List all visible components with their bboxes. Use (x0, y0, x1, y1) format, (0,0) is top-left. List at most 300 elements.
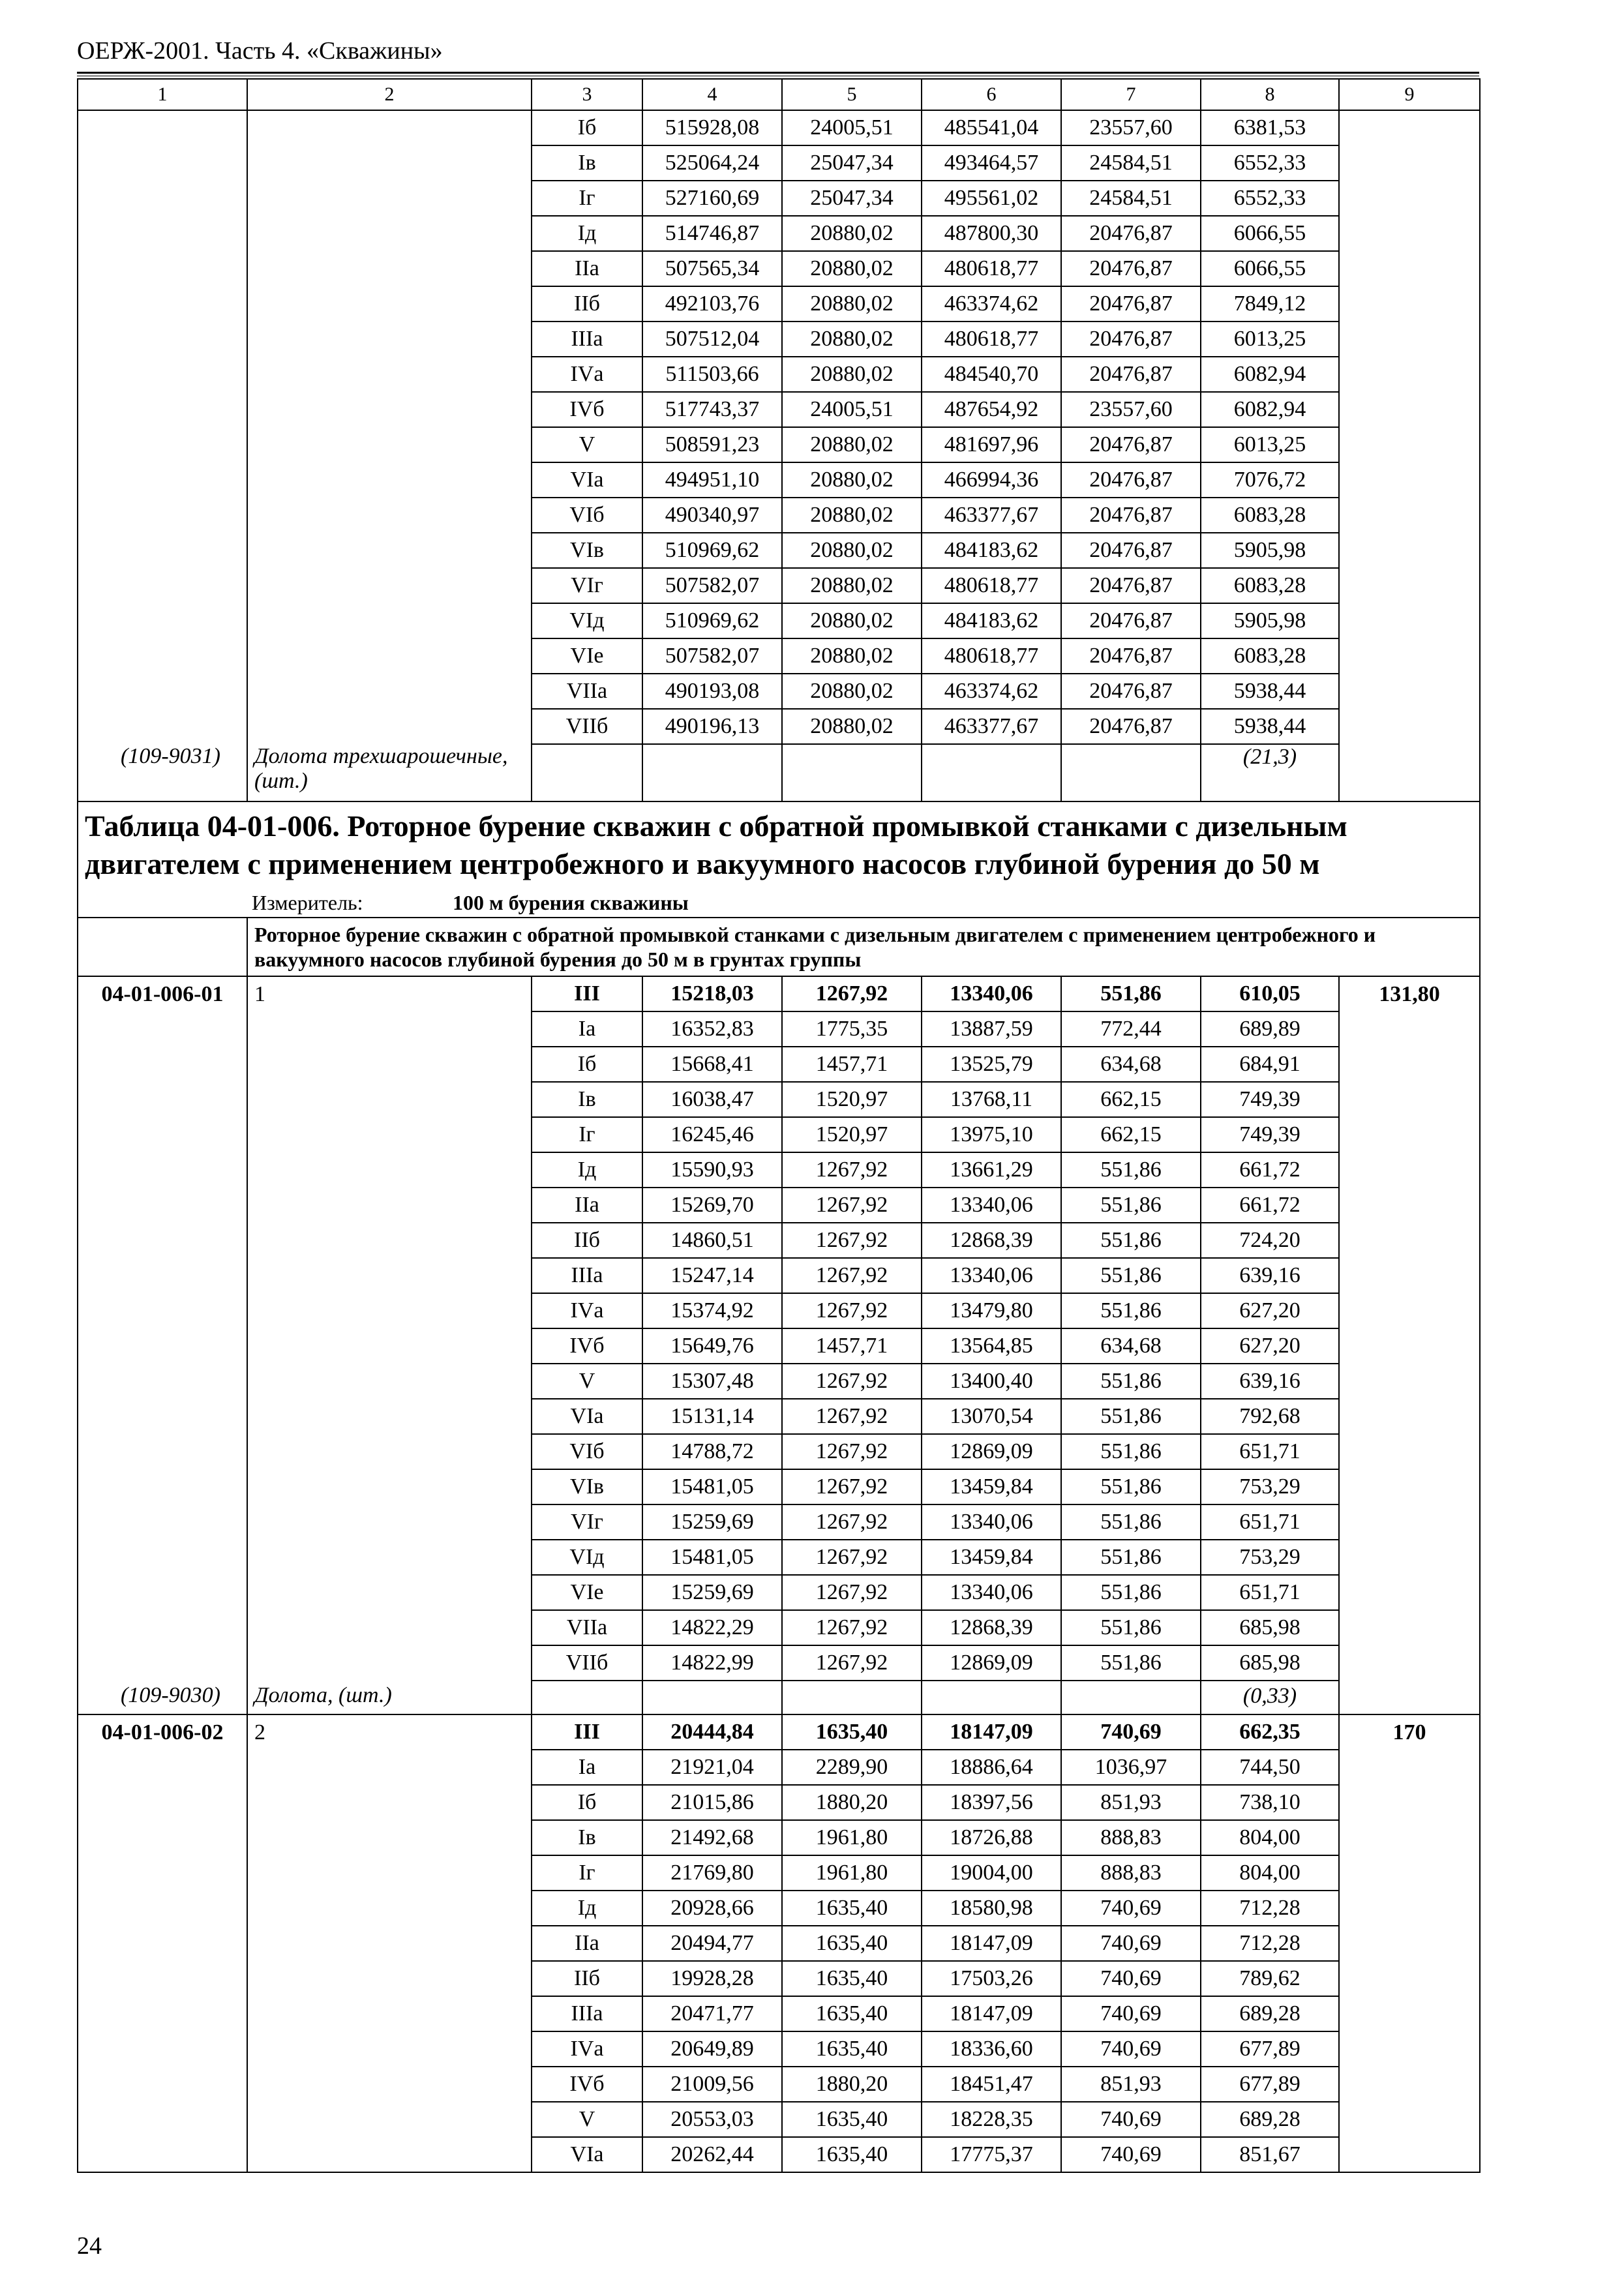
code-cell (78, 110, 247, 145)
value-cell: 689,28 (1201, 2102, 1339, 2137)
column9-cell (1339, 638, 1480, 674)
name-cell (247, 709, 532, 744)
value-cell: 639,16 (1201, 1258, 1339, 1293)
value-cell: 20476,87 (1061, 674, 1201, 709)
value-cell: 20476,87 (1061, 286, 1201, 322)
value-cell: 1267,92 (782, 976, 922, 1011)
value-cell: 1520,97 (782, 1117, 922, 1152)
name-cell (247, 1152, 532, 1188)
value-cell: 6552,33 (1201, 145, 1339, 181)
value-cell: 20880,02 (782, 603, 922, 638)
value-cell: 677,89 (1201, 2067, 1339, 2102)
name-cell (247, 216, 532, 251)
column9-cell (1339, 1399, 1480, 1434)
value-cell: 463374,62 (922, 286, 1061, 322)
value-cell: 510969,62 (642, 603, 782, 638)
value-cell: 20649,89 (642, 2031, 782, 2067)
soil-group-cell: VIа (532, 1399, 642, 1434)
value-cell: 20880,02 (782, 462, 922, 498)
table-row (78, 1855, 1480, 1891)
soil-group-cell: Iг (532, 1117, 642, 1152)
value-cell: 551,86 (1061, 1504, 1201, 1540)
column9-cell (1339, 1364, 1480, 1399)
column9-cell (1339, 427, 1480, 462)
column9-cell (1339, 1820, 1480, 1855)
name-cell (247, 251, 532, 286)
code-cell (78, 2031, 247, 2067)
column9-cell (1339, 1575, 1480, 1610)
name-cell (247, 1117, 532, 1152)
value-cell: 749,39 (1201, 1117, 1339, 1152)
code-cell (78, 1926, 247, 1961)
value-cell: 1635,40 (782, 1996, 922, 2031)
value-cell: 484183,62 (922, 603, 1061, 638)
table-row (78, 181, 1480, 216)
value-cell: 517743,37 (642, 392, 782, 427)
value-cell: 740,69 (1061, 1996, 1201, 2031)
resource-value: (0,33) (1201, 1681, 1339, 1714)
value-cell: 15247,14 (642, 1258, 782, 1293)
column9-cell (1339, 1785, 1480, 1820)
subheading-blank (78, 918, 247, 976)
code-cell (78, 392, 247, 427)
name-cell (247, 2067, 532, 2102)
value-cell: 724,20 (1201, 1223, 1339, 1258)
value-cell: 789,62 (1201, 1961, 1339, 1996)
value-cell: 20880,02 (782, 709, 922, 744)
value-cell: 18451,47 (922, 2067, 1061, 2102)
value-cell: 551,86 (1061, 1364, 1201, 1399)
value-cell: 20880,02 (782, 286, 922, 322)
soil-group-cell: IVб (532, 392, 642, 427)
measure-label: Измеритель: (252, 891, 363, 914)
value-cell: 651,71 (1201, 1504, 1339, 1540)
code-cell (78, 286, 247, 322)
value-cell: 689,28 (1201, 1996, 1339, 2031)
name-cell (247, 322, 532, 357)
soil-group-cell: VIв (532, 533, 642, 568)
value-cell: 6381,53 (1201, 110, 1339, 145)
soil-group-cell: IIа (532, 251, 642, 286)
value-cell: 18147,09 (922, 1996, 1061, 2031)
code-cell (78, 251, 247, 286)
column9-cell (1339, 181, 1480, 216)
value-cell: 1635,40 (782, 1961, 922, 1996)
code-cell (78, 1117, 247, 1152)
value-cell: 651,71 (1201, 1575, 1339, 1610)
value-cell: 1267,92 (782, 1258, 922, 1293)
column9-cell (1339, 1750, 1480, 1785)
value-cell: 677,89 (1201, 2031, 1339, 2067)
value-cell: 13661,29 (922, 1152, 1061, 1188)
value-cell: 740,69 (1061, 2137, 1201, 2172)
value-cell: 740,69 (1061, 2102, 1201, 2137)
code-cell (78, 1750, 247, 1785)
table-row (78, 709, 1480, 744)
soil-group-cell: IIIа (532, 322, 642, 357)
table-row (78, 462, 1480, 498)
code-cell (78, 1399, 247, 1434)
soil-group-cell: IVб (532, 2067, 642, 2102)
column9-cell (1339, 1645, 1480, 1681)
resource-code: (109-9030) (78, 1681, 247, 1714)
column9-cell (1339, 1504, 1480, 1540)
name-cell (247, 1469, 532, 1504)
table-row (78, 1540, 1480, 1575)
table-row (78, 2137, 1480, 2172)
column9-cell (1339, 533, 1480, 568)
table-row (78, 322, 1480, 357)
value-cell: 12869,09 (922, 1434, 1061, 1469)
table-row (78, 110, 1480, 145)
value-cell: 490196,13 (642, 709, 782, 744)
column9-cell (1339, 145, 1480, 181)
value-cell: 511503,66 (642, 357, 782, 392)
column9-cell (1339, 286, 1480, 322)
value-cell: 20476,87 (1061, 533, 1201, 568)
section-title-row (78, 801, 1480, 918)
column9-cell (1339, 1996, 1480, 2031)
value-cell: 15481,05 (642, 1540, 782, 1575)
header-rule (77, 72, 1479, 74)
value-cell: 5905,98 (1201, 533, 1339, 568)
value-cell: 19004,00 (922, 1855, 1061, 1891)
value-cell: 634,68 (1061, 1328, 1201, 1364)
soil-group-cell: Iб (532, 1047, 642, 1082)
value-cell: 21921,04 (642, 1750, 782, 1785)
entry-04-01-006-02 (78, 1714, 1480, 2172)
soil-group-cell: V (532, 1364, 642, 1399)
value-cell: 24005,51 (782, 110, 922, 145)
code-cell: 04-01-006-01 (78, 976, 247, 1011)
soil-group-cell: VIе (532, 1575, 642, 1610)
table-row (78, 1399, 1480, 1434)
soil-group-cell: Iг (532, 1855, 642, 1891)
value-cell: 6013,25 (1201, 322, 1339, 357)
column9-cell (1339, 1610, 1480, 1645)
table-row (78, 533, 1480, 568)
value-cell: 5938,44 (1201, 709, 1339, 744)
value-cell: 18886,64 (922, 1750, 1061, 1785)
name-cell (247, 427, 532, 462)
column9-cell (1339, 709, 1480, 744)
value-cell: 17775,37 (922, 2137, 1061, 2172)
code-cell (78, 603, 247, 638)
code-cell (78, 1891, 247, 1926)
name-cell (247, 286, 532, 322)
value-cell: 480618,77 (922, 251, 1061, 286)
value-cell: 1267,92 (782, 1152, 922, 1188)
value-cell: 639,16 (1201, 1364, 1339, 1399)
value-cell: 20476,87 (1061, 709, 1201, 744)
name-cell (247, 1434, 532, 1469)
value-cell: 1880,20 (782, 1785, 922, 1820)
column9-cell (1339, 498, 1480, 533)
value-cell: 20476,87 (1061, 322, 1201, 357)
value-cell: 744,50 (1201, 1750, 1339, 1785)
table-row (78, 357, 1480, 392)
column9-cell (1339, 1117, 1480, 1152)
name-cell (247, 2137, 532, 2172)
value-cell: 551,86 (1061, 1152, 1201, 1188)
column9-cell: 170 (1339, 1714, 1480, 1750)
soil-group-cell: VIIа (532, 674, 642, 709)
value-cell: 6066,55 (1201, 216, 1339, 251)
name-cell (247, 603, 532, 638)
soil-group-cell: Iа (532, 1011, 642, 1047)
value-cell: 16038,47 (642, 1082, 782, 1117)
code-cell (78, 1293, 247, 1328)
name-cell (247, 1293, 532, 1328)
value-cell: 13340,06 (922, 976, 1061, 1011)
value-cell: 507582,07 (642, 568, 782, 603)
name-cell (247, 1961, 532, 1996)
value-cell: 851,67 (1201, 2137, 1339, 2172)
column-number-cell: 7 (1061, 79, 1201, 110)
column9-cell (1339, 1469, 1480, 1504)
value-cell: 551,86 (1061, 1188, 1201, 1223)
block-continuation (78, 79, 1480, 801)
value-cell: 20476,87 (1061, 638, 1201, 674)
name-cell: 2 (247, 1714, 532, 1750)
value-cell: 21015,86 (642, 1785, 782, 1820)
code-cell (78, 1082, 247, 1117)
value-cell: 24005,51 (782, 392, 922, 427)
soil-group-cell: VIе (532, 638, 642, 674)
value-cell: 13340,06 (922, 1575, 1061, 1610)
value-cell: 13070,54 (922, 1399, 1061, 1434)
value-cell: 20262,44 (642, 2137, 782, 2172)
value-cell: 6552,33 (1201, 181, 1339, 216)
value-cell: 5938,44 (1201, 674, 1339, 709)
value-cell: 662,15 (1061, 1117, 1201, 1152)
value-cell: 20476,87 (1061, 462, 1201, 498)
value-cell: 494951,10 (642, 462, 782, 498)
name-cell (247, 1328, 532, 1364)
name-cell (247, 1926, 532, 1961)
soil-group-cell: IVа (532, 2031, 642, 2067)
value-cell: 738,10 (1201, 1785, 1339, 1820)
table-row (78, 1645, 1480, 1681)
table-row (78, 427, 1480, 462)
value-cell: 13768,11 (922, 1082, 1061, 1117)
code-cell (78, 1575, 247, 1610)
empty-cell (782, 744, 922, 801)
value-cell: 18397,56 (922, 1785, 1061, 1820)
empty-cell (922, 744, 1061, 801)
value-cell: 18228,35 (922, 2102, 1061, 2137)
value-cell: 551,86 (1061, 1540, 1201, 1575)
value-cell: 1635,40 (782, 1891, 922, 1926)
value-cell: 753,29 (1201, 1469, 1339, 1504)
column-number-cell: 6 (922, 79, 1061, 110)
soil-group-cell: Iд (532, 1891, 642, 1926)
name-cell (247, 1364, 532, 1399)
code-cell (78, 568, 247, 603)
name-cell (247, 1540, 532, 1575)
value-cell: 1635,40 (782, 1926, 922, 1961)
measure-value: 100 м бурения скважины (453, 891, 689, 914)
code-cell (78, 498, 247, 533)
value-cell: 740,69 (1061, 2031, 1201, 2067)
column9-cell (1339, 1188, 1480, 1223)
soil-group-cell: IIIа (532, 1258, 642, 1293)
column-number-cell: 1 (78, 79, 247, 110)
value-cell: 15269,70 (642, 1188, 782, 1223)
column9-cell (1339, 2102, 1480, 2137)
code-cell (78, 1364, 247, 1399)
value-cell: 740,69 (1061, 1961, 1201, 1996)
code-cell (78, 1785, 247, 1820)
column9-cell (1339, 1540, 1480, 1575)
value-cell: 20476,87 (1061, 216, 1201, 251)
value-cell: 1267,92 (782, 1504, 922, 1540)
value-cell: 14860,51 (642, 1223, 782, 1258)
code-cell (78, 2067, 247, 2102)
value-cell: 508591,23 (642, 427, 782, 462)
value-cell: 13525,79 (922, 1047, 1061, 1082)
value-cell: 24584,51 (1061, 145, 1201, 181)
soil-group-cell: VIIа (532, 1610, 642, 1645)
table-row (78, 498, 1480, 533)
table-row (78, 286, 1480, 322)
name-cell (247, 2102, 532, 2137)
table-row (78, 2102, 1480, 2137)
value-cell: 20494,77 (642, 1926, 782, 1961)
code-cell (78, 1610, 247, 1645)
value-cell: 20444,84 (642, 1714, 782, 1750)
value-cell: 1775,35 (782, 1011, 922, 1047)
value-cell: 14822,29 (642, 1610, 782, 1645)
value-cell: 17503,26 (922, 1961, 1061, 1996)
value-cell: 15649,76 (642, 1328, 782, 1364)
empty-cell (642, 1681, 782, 1714)
value-cell: 20880,02 (782, 251, 922, 286)
value-cell: 19928,28 (642, 1961, 782, 1996)
column9-cell (1339, 110, 1480, 145)
table-row (78, 1293, 1480, 1328)
value-cell: 21492,68 (642, 1820, 782, 1855)
soil-group-cell: Iд (532, 1152, 642, 1188)
value-cell: 20476,87 (1061, 568, 1201, 603)
value-cell: 1635,40 (782, 2031, 922, 2067)
column9-cell (1339, 216, 1480, 251)
subheading-row (78, 918, 1480, 976)
code-cell (78, 2102, 247, 2137)
value-cell: 20880,02 (782, 357, 922, 392)
value-cell: 463377,67 (922, 498, 1061, 533)
measure-unit (252, 888, 1473, 917)
value-cell: 480618,77 (922, 638, 1061, 674)
value-cell: 551,86 (1061, 1645, 1201, 1681)
empty-cell (532, 744, 642, 801)
name-cell (247, 638, 532, 674)
column-number-row (78, 79, 1480, 110)
name-cell (247, 1610, 532, 1645)
value-cell: 15668,41 (642, 1047, 782, 1082)
value-cell: 13459,84 (922, 1540, 1061, 1575)
soil-group-cell: IIIа (532, 1996, 642, 2031)
table-row (78, 1328, 1480, 1364)
soil-group-cell: Iб (532, 1785, 642, 1820)
column9-cell (1339, 1926, 1480, 1961)
value-cell: 463374,62 (922, 674, 1061, 709)
empty-cell (1061, 744, 1201, 801)
code-cell (78, 357, 247, 392)
code-cell (78, 1996, 247, 2031)
empty-cell (532, 1681, 642, 1714)
soil-group-cell: VIа (532, 462, 642, 498)
value-cell: 492103,76 (642, 286, 782, 322)
table-row (78, 251, 1480, 286)
value-cell: 1635,40 (782, 1714, 922, 1750)
table-row (78, 976, 1480, 1011)
value-cell: 551,86 (1061, 1258, 1201, 1293)
page-number: 24 (77, 2232, 102, 2260)
value-cell: 6082,94 (1201, 357, 1339, 392)
soil-group-cell: V (532, 427, 642, 462)
value-cell: 1457,71 (782, 1328, 922, 1364)
value-cell: 1267,92 (782, 1399, 922, 1434)
table-row (78, 568, 1480, 603)
value-cell: 20880,02 (782, 638, 922, 674)
value-cell: 6082,94 (1201, 392, 1339, 427)
code-cell (78, 533, 247, 568)
soil-group-cell: VIд (532, 603, 642, 638)
table-row (78, 674, 1480, 709)
name-cell (247, 392, 532, 427)
value-cell: 12869,09 (922, 1645, 1061, 1681)
value-cell: 13564,85 (922, 1328, 1061, 1364)
value-cell: 1961,80 (782, 1820, 922, 1855)
value-cell: 18580,98 (922, 1891, 1061, 1926)
name-cell (247, 1504, 532, 1540)
price-table (77, 78, 1481, 2173)
value-cell: 804,00 (1201, 1820, 1339, 1855)
value-cell: 480618,77 (922, 322, 1061, 357)
column-number-cell: 5 (782, 79, 922, 110)
name-cell (247, 1011, 532, 1047)
soil-group-cell: VIг (532, 568, 642, 603)
name-cell (247, 1996, 532, 2031)
value-cell: 20553,03 (642, 2102, 782, 2137)
table-row (78, 145, 1480, 181)
value-cell: 493464,57 (922, 145, 1061, 181)
value-cell: 1267,92 (782, 1540, 922, 1575)
code-cell (78, 1152, 247, 1188)
table-row (78, 1082, 1480, 1117)
table-row (78, 1750, 1480, 1785)
value-cell: 851,93 (1061, 2067, 1201, 2102)
soil-group-cell: III (532, 976, 642, 1011)
entry-04-01-006-01 (78, 976, 1480, 1714)
value-cell: 13975,10 (922, 1117, 1061, 1152)
value-cell: 487800,30 (922, 216, 1061, 251)
value-cell: 1520,97 (782, 1082, 922, 1117)
value-cell: 1267,92 (782, 1188, 922, 1223)
value-cell: 16245,46 (642, 1117, 782, 1152)
column-number-cell: 3 (532, 79, 642, 110)
value-cell: 740,69 (1061, 1714, 1201, 1750)
value-cell: 13340,06 (922, 1188, 1061, 1223)
column9-cell (1339, 392, 1480, 427)
table-row (78, 1469, 1480, 1504)
value-cell: 15259,69 (642, 1575, 782, 1610)
value-cell: 7849,12 (1201, 286, 1339, 322)
name-cell (247, 1188, 532, 1223)
column9-cell (1339, 1011, 1480, 1047)
section-header (78, 801, 1480, 976)
